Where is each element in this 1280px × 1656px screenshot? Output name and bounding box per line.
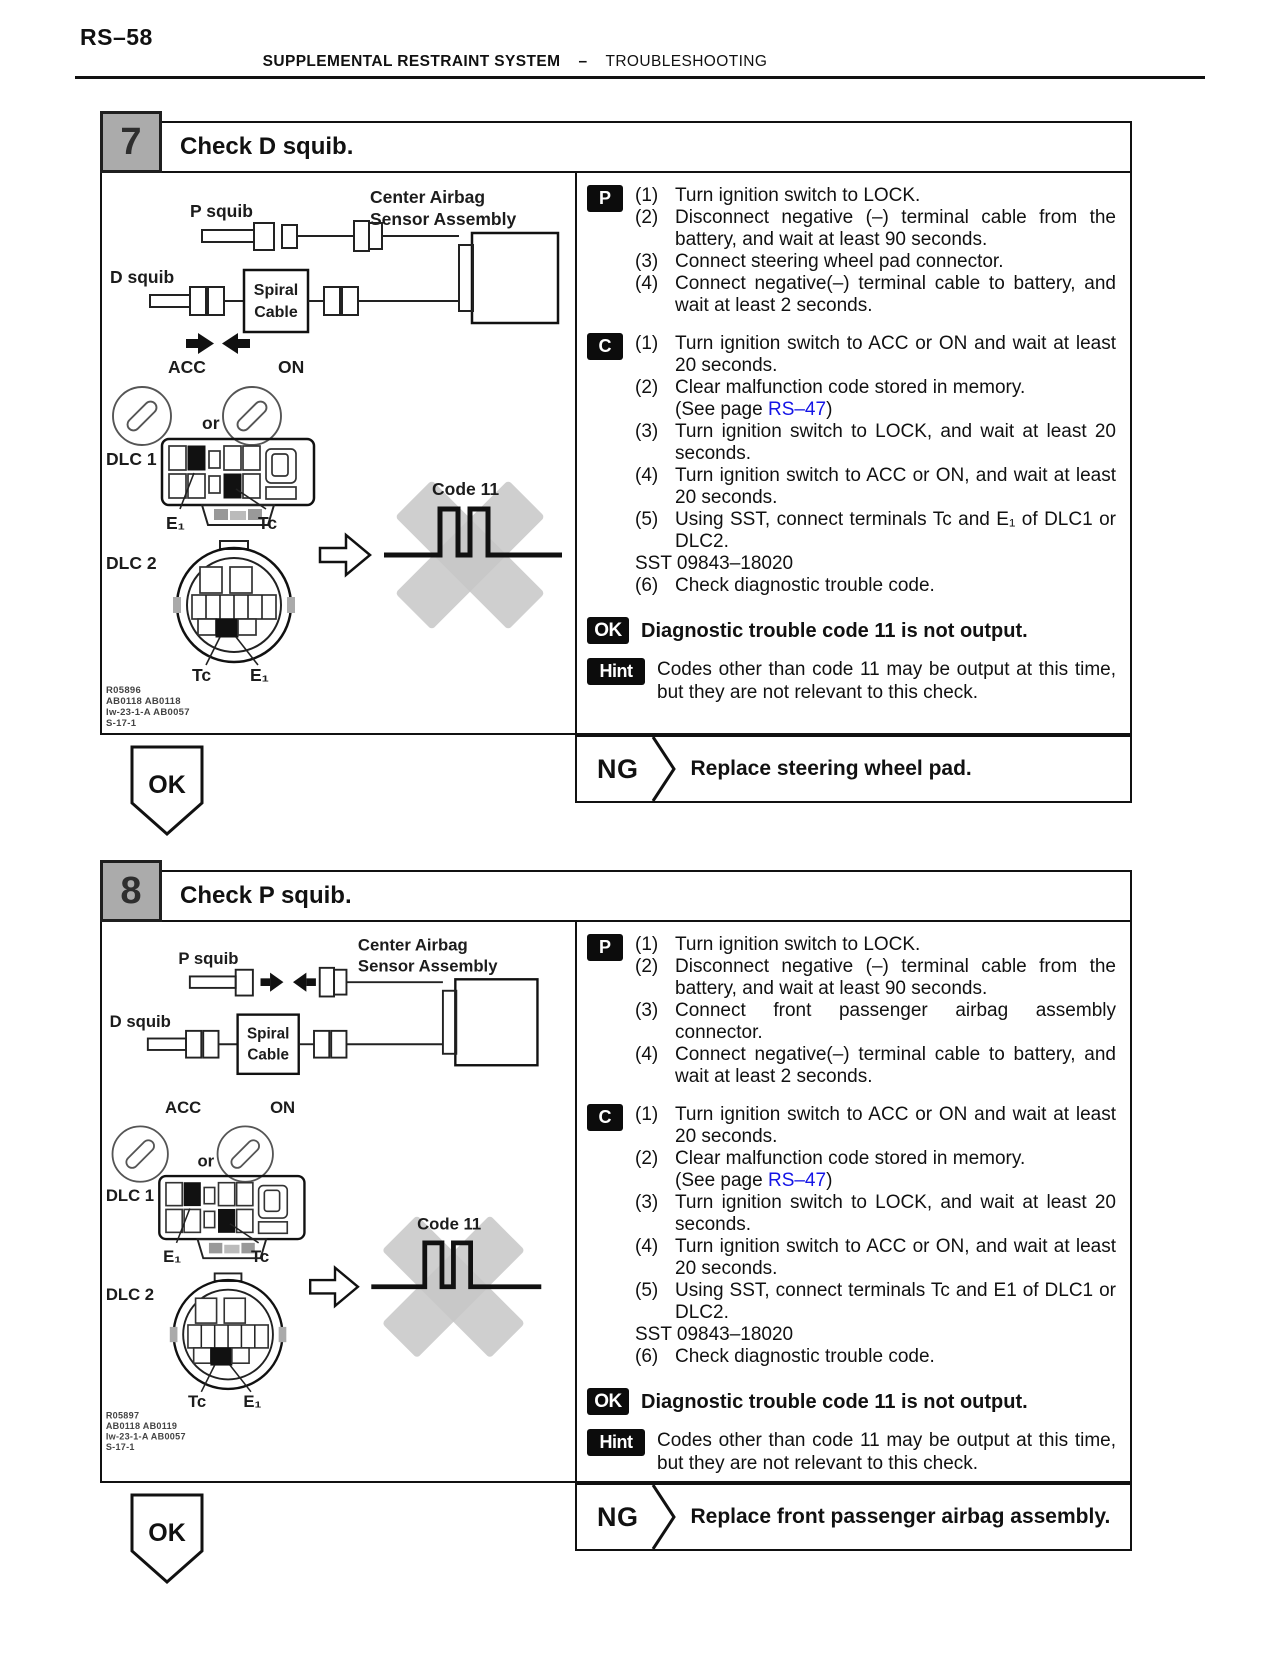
ok-result-text: Diagnostic trouble code 11 is not output. [641, 1390, 1028, 1413]
step-8-body [100, 922, 1132, 1483]
dlc2-e1-label: E₁ [243, 1392, 262, 1412]
ng-row [575, 1483, 1132, 1551]
figure-ref-2: AB0118 AB0118 [106, 696, 181, 707]
ng-row [575, 735, 1132, 803]
list-item: (4) Connect negative(–) terminal cable to battery, and wait at least 2 seconds. [635, 1044, 1116, 1087]
connect-arrows-icon [261, 973, 316, 992]
ok-badge: OK [587, 1388, 629, 1415]
figure-ref-1: R05896 [106, 685, 142, 696]
dlc2-label: DLC 2 [105, 1285, 155, 1305]
dlc2-connector [173, 541, 295, 665]
page-title-right: TROUBLESHOOTING [605, 53, 768, 70]
key-on-icon [218, 1126, 273, 1181]
ok-arrow-label: OK [148, 771, 186, 799]
dlc1-e1-label: E₁ [166, 513, 185, 533]
dlc1-label: DLC 1 [106, 449, 157, 469]
wiring-diagram-p-squib [102, 922, 575, 1452]
prep-section [587, 185, 1116, 317]
list-item: (6) Check diagnostic trouble code. [635, 1346, 935, 1367]
dlc1-e1-label: E₁ [163, 1246, 182, 1266]
figure-ref-1: R05897 [105, 1410, 140, 1421]
ok-arrow [130, 745, 204, 842]
p-squib-label: P squib [178, 949, 239, 969]
key-acc-icon [113, 1126, 168, 1181]
step-8-instructions [577, 922, 1130, 1481]
page-title-separator: – [578, 53, 588, 70]
ok-result-section [587, 1388, 1116, 1415]
spiral-cable-label-2: Cable [247, 1046, 289, 1064]
dlc1-tc-label: Tc [250, 1246, 270, 1266]
dlc2-tc-label: Tc [187, 1392, 207, 1412]
step-8-footer [100, 1483, 1132, 1608]
ng-action-text: Replace front passenger airbag assembly. [690, 1505, 1111, 1528]
list-item: (2) Clear malfunction code stored in memory. (See page RS–47) [635, 377, 1026, 420]
center-airbag-label-2: Sensor Assembly [370, 209, 517, 229]
hint-badge: Hint [587, 658, 645, 685]
code11-crossed-out [371, 1215, 541, 1358]
list-item: (4) Connect negative(–) terminal cable to battery, and wait at least 2 seconds. [635, 273, 1116, 316]
list-item: (6) Check diagnostic trouble code. [635, 575, 935, 596]
result-arrow-icon [310, 1268, 358, 1306]
step-8-title: Check P squib. [162, 870, 1132, 922]
step-7-body [100, 173, 1132, 735]
hint-section [587, 1429, 1116, 1475]
code11-label: Code 11 [432, 479, 500, 499]
page-code: RS–58 [80, 24, 153, 50]
on-label: ON [278, 357, 305, 377]
dlc1-label: DLC 1 [105, 1185, 155, 1205]
center-airbag-label-1: Center Airbag [357, 935, 468, 955]
figure-ref-3: Iw-23-1-A AB0057 [105, 1431, 186, 1442]
list-item: (3) Connect front passenger airbag assembly connector. [635, 1000, 1116, 1043]
hint-badge: Hint [587, 1429, 645, 1456]
list-item: (1) Turn ignition switch to LOCK. [635, 185, 921, 206]
page-title [75, 53, 955, 71]
step-8-header [100, 860, 1132, 922]
list-item: (2) Clear malfunction code stored in memory. (See page RS–47) [635, 1148, 1026, 1191]
c-badge: C [587, 1104, 623, 1131]
dlc2-tc-label: Tc [192, 665, 212, 685]
acc-label: ACC [165, 1097, 202, 1117]
ng-action-text: Replace steering wheel pad. [690, 757, 972, 780]
p-squib-label: P squib [190, 201, 253, 221]
list-item: (3) Turn ignition switch to LOCK, and wait at least 20 seconds. [635, 421, 1116, 464]
dlc2-e1-label: E₁ [250, 665, 269, 685]
or-label: or [202, 413, 220, 433]
figure-ref-2: AB0118 AB0119 [105, 1421, 178, 1432]
dlc2-label: DLC 2 [106, 553, 157, 573]
p-badge: P [587, 185, 623, 212]
page-title-left: SUPPLEMENTAL RESTRAINT SYSTEM [262, 53, 561, 70]
ng-chevron-icon [649, 1483, 677, 1551]
list-item: (4) Turn ignition switch to ACC or ON, and wait at least 20 seconds. [635, 1236, 1116, 1279]
ng-chevron-icon [649, 735, 677, 803]
list-item: (1) Turn ignition switch to ACC or ON and wait at least 20 seconds. [635, 1104, 1116, 1147]
step-7-footer [100, 735, 1132, 860]
sst-number: SST 09843–18020 [635, 1324, 794, 1345]
step-7 [100, 111, 1132, 860]
ok-arrow-label: OK [148, 1519, 186, 1547]
list-item: (3) Connect steering wheel pad connector. [635, 251, 1004, 272]
step-7-instructions [577, 173, 1130, 733]
ok-result-text: Diagnostic trouble code 11 is not output. [641, 619, 1028, 642]
list-item: (5) Using SST, connect terminals Tc and E1 of DLC1 or DLC2. [635, 1280, 1116, 1323]
page-header [0, 0, 1280, 79]
or-label: or [197, 1151, 215, 1171]
connect-arrows-icon [186, 333, 250, 354]
ok-result-section [587, 617, 1116, 644]
list-item: (2) Disconnect negative (–) terminal cable from the battery, and wait at least 90 seconds. [635, 956, 1116, 999]
center-airbag-label-2: Sensor Assembly [357, 956, 498, 976]
list-item: (1) Turn ignition switch to LOCK. [635, 934, 921, 955]
d-squib-label: D squib [110, 267, 175, 287]
list-item: (4) Turn ignition switch to ACC or ON, and wait at least 20 seconds. [635, 465, 1116, 508]
step-8 [100, 860, 1132, 1608]
step-7-number: 7 [100, 111, 162, 173]
key-on-icon [223, 387, 281, 445]
check-section [587, 1104, 1116, 1368]
d-squib-label: D squib [109, 1012, 171, 1032]
code11-crossed-out [384, 480, 562, 630]
spiral-cable-label-1: Spiral [253, 282, 299, 299]
dlc1-tc-label: Tc [258, 513, 278, 533]
p-badge: P [587, 934, 623, 961]
key-acc-icon [113, 387, 171, 445]
prep-section [587, 934, 1116, 1088]
list-item: (3) Turn ignition switch to LOCK, and wait at least 20 seconds. [635, 1192, 1116, 1235]
step-8-diagram [102, 922, 577, 1481]
dlc1-connector [159, 1176, 304, 1258]
ng-label: NG [597, 1501, 639, 1532]
code11-label: Code 11 [417, 1214, 482, 1234]
spiral-cable-label-1: Spiral [246, 1025, 290, 1043]
step-7-diagram [102, 173, 577, 733]
step-7-header [100, 111, 1132, 173]
list-item: (1) Turn ignition switch to ACC or ON and wait at least 20 seconds. [635, 333, 1116, 376]
hint-section [587, 658, 1116, 704]
wiring-diagram-d-squib [102, 173, 575, 728]
center-airbag-label-1: Center Airbag [370, 187, 486, 207]
list-item: (2) Disconnect negative (–) terminal cable from the battery, and wait at least 90 seconds. [635, 207, 1116, 250]
hint-text: Codes other than code 11 may be output at this time, but they are not relevant to this check. [657, 1430, 1116, 1474]
check-section [587, 333, 1116, 597]
header-rule [75, 76, 1205, 79]
on-label: ON [270, 1097, 296, 1117]
step-7-title: Check D squib. [162, 121, 1132, 173]
result-arrow-icon [320, 535, 370, 575]
rs-47-link[interactable]: RS–47 [767, 1170, 827, 1191]
figure-ref-4: S-17-1 [106, 718, 137, 728]
ng-label: NG [597, 753, 639, 784]
figure-ref-4: S-17-1 [105, 1442, 135, 1452]
step-8-number: 8 [100, 860, 162, 922]
acc-label: ACC [168, 357, 206, 377]
dlc2-connector [170, 1273, 287, 1391]
c-badge: C [587, 333, 623, 360]
sst-number: SST 09843–18020 [635, 553, 794, 574]
ok-badge: OK [587, 617, 629, 644]
rs-47-link[interactable]: RS–47 [767, 399, 827, 420]
hint-text: Codes other than code 11 may be output at this time, but they are not relevant to this check. [657, 659, 1116, 703]
ok-arrow [130, 1493, 204, 1590]
spiral-cable-label-2: Cable [254, 304, 298, 321]
figure-ref-3: Iw-23-1-A AB0057 [106, 707, 190, 718]
list-item: (5) Using SST, connect terminals Tc and E₁ of DLC1 or DLC2. [635, 509, 1116, 552]
